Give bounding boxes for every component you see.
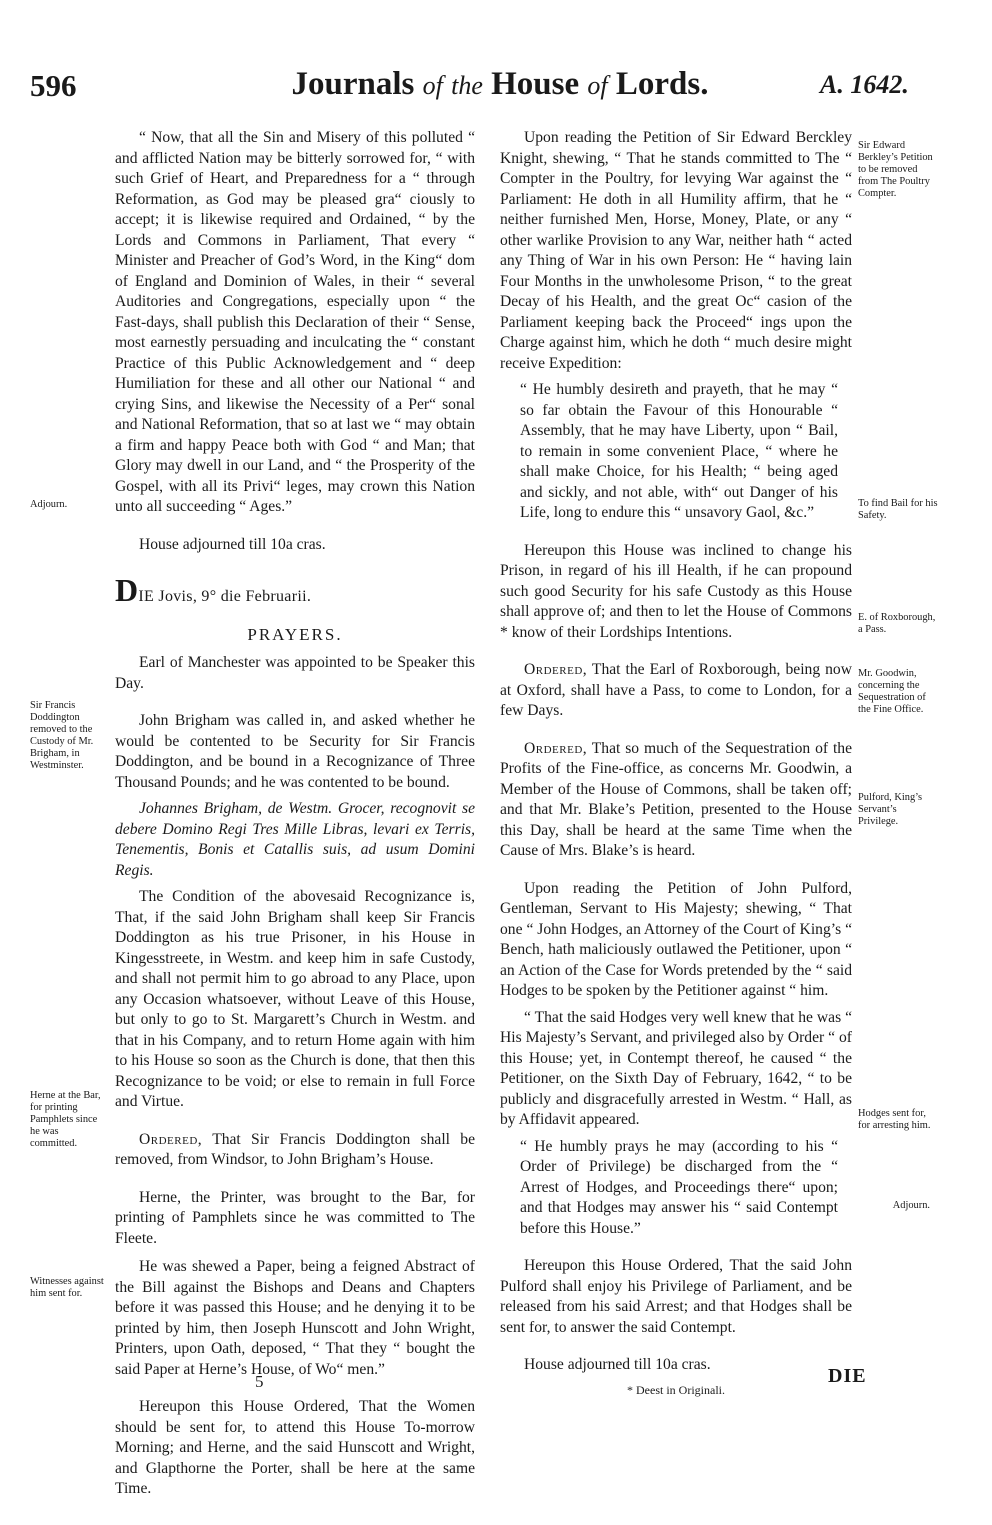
- berkley-petition: Upon reading the Petition of Sir Edward Berckley Knight, shewing, “ That he stands committed to The “ Compter in the Poultry, for levying War against the “ Parliament: He doth in all Humility affirm, that he “ neither furnished Men, Horse, Money, Plate, or any “ other warlike Provision to any War, neither hath “ acted any Thing of War in his own Person: He “ having lain Four Months in the unwholesome Prison, “ to the great Decay of his Health, and the great Oc“ casion of the Parliament keeping back the Proceed“ ings upon the Charge against him, which he doth “ much desire might receive Expedition:: [500, 129, 852, 372]
- pulford-ordered: Hereupon this House Ordered, That the said John Pulford shall enjoy his Privilege of Parliament, and be released from his said Arrest; and that Hodges shall be sent for, to answer the said Contempt.: [500, 1257, 852, 1336]
- margin-note-berkley: Sir Edward Berkley’s Petition to be removed from The Poultry Compter.: [858, 140, 933, 199]
- herne-paragraph: Herne, the Printer, was brought to the Bar, for printing of Pamphlets since he was committed to The Fleete.: [115, 1188, 475, 1247]
- margin-note-adjourn-right: Adjourn.: [892, 1200, 930, 1211]
- women-paragraph: Hereupon this House Ordered, That the Women should be sent for, to attend this House To-morrow Morning; and Herne, and the said Hunscott and Wright, and Glapthorne the Porter, shall be here at the same Time.: [115, 1398, 475, 1497]
- footnote: * Deest in Originali.: [627, 1382, 725, 1397]
- margin-note-doddington: Sir Francis Doddington removed to the Custody of Mr. Brigham, in Westminster.: [30, 700, 94, 771]
- pulford-prayer: “ He humbly prays he may (according to his “ Order of Privilege) be discharged from the “ Arrest of Hodges, and Proceedings there“ upon; and that Hodges may answer his “ said Contempt before this House.”: [520, 1137, 838, 1237]
- margin-note-herne: Herne at the Bar, for printing Pamphlets since he was committed.: [30, 1090, 101, 1149]
- title-of2: of: [587, 71, 608, 100]
- ordered-doddington: [115, 1130, 475, 1171]
- declaration-paragraph: “ Now, that all the Sin and Misery of this polluted “ and afflicted Nation may be bitterly sorrowed for, “ with such Grief of Heart, and Preparedness for a “ through Reformation, as God may be pleased gra“ ciously to accept; it is likewise required and Ordained, “ by the Lords and Commons in Parliament, That every “ Minister and Preacher of God’s Word, in the King“ dom of England and Dominion of Wales, in their “ several Auditories and Congregations, especially upon “ the Fast-days, shall publish this Declaration of their “ Sense, most earnestly persuading and inculcating the “ constant Practice of this Public Acknowledgement and “ deep Humiliation for these and all other our National “ and crying Sins, and likewise the Necessity of a Per“ sonal and National Reformation, that so at last we “ may obtain a firm and happy Peace both with God “ and Man; that Glory may dwell in our Land, and “ the Prosperity of the Gospel, with all its Privi“ leges, may crown this Nation unto all succeeding “ Ages.”: [115, 129, 475, 515]
- margin-note-witnesses: Witnesses against him sent for.: [30, 1276, 104, 1299]
- title-journals: Journals: [291, 66, 415, 102]
- pulford-knew: “ That the said Hodges very well knew that he was “ His Majesty’s Servant, and privileged also by Order “ of this House; yet, in Contempt thereof, he caused “ the Petitioner, on the Sixth Day of February, 1642, “ to be publicly and disgracefully arrested in Westm. “ Hall, as by Affidavit appeared.: [500, 1008, 852, 1128]
- margin-note-adjourn: Adjourn.: [30, 499, 68, 510]
- goodwin-ordered-label: Ordered,: [524, 739, 588, 757]
- page-number: 596: [30, 68, 77, 103]
- signature-mark: 5: [255, 1372, 264, 1391]
- brigham-paragraph: John Brigham was called in, and asked whether he would be contented to be Security for Sir Francis Doddington, and be bound in a Recognizance of Three Thousand Pounds; and he was contented to be bound.: [115, 712, 475, 791]
- catchword: DIE: [828, 1365, 867, 1387]
- pulford-petition: Upon reading the Petition of John Pulford, Gentleman, Servant to His Majesty; shewing, “ That one “ John Hodges, an Attorney of the Court of King’s “ Bench, hath maliciously outlawed the Petitioner, upon “ an Action of the Case for Words pretended by the “ said Hodges to be spoken by the Petitioner against “ him.: [500, 879, 852, 999]
- margin-note-goodwin: Mr. Goodwin, concerning the Sequestration of the Fine Office.: [858, 668, 926, 715]
- roxborough-ordered-text: That the Earl of Roxborough, being now at Oxford, shall have a Pass, to come to London, for a few Days.: [500, 661, 852, 719]
- condition-paragraph: The Condition of the abovesaid Recognizance is, That, if the said John Brigham shall keep Sir Francis Doddington as his true Prisoner, in his House in Kingesstreete, in Westm. and keep him in safe Custody, and shall not permit him to go abroad to any Place, upon any Occasion whatsoever, without Leave of this House, but only to go to St. Margarett’s Church in Westm. and that in his Company, and to return Home again with him to his House so soon as the Church is done, that then this Recognizance to be void; or else to remain in full Force and Virtue.: [115, 888, 475, 1110]
- berkley-prayer: “ He humbly desireth and prayeth, that he may “ so far obtain the Favour of this Honourable “ Assembly, that he may have Liberty, upon “ Bail, to remain in some convenient Place, “ where he shall make Choice, for his Health; “ being aged and sickly, and not able, with“ out Danger of his Life, long to endure this “ unsavory Gaol, &c.”: [520, 381, 838, 521]
- day-heading: [115, 572, 475, 608]
- margin-note-bail: To find Bail for his Safety.: [858, 498, 938, 521]
- margin-note-hodges: Hodges sent for, for arresting him.: [858, 1108, 931, 1131]
- change-prison-paragraph: Hereupon this House was inclined to change his Prison, in regard of his ill Health, if he can propound such good Security for his safe Custody as this House shall approve of; and then to let the House of Commons * know of their Lordships Intentions.: [500, 541, 852, 641]
- goodwin-paragraph: [500, 739, 852, 862]
- page-year: A. 1642.: [820, 70, 909, 99]
- title-lords: Lords.: [615, 66, 709, 102]
- goodwin-ordered-text: That so much of the Sequestration of the Profits of the Fine-office, as concerns Mr. Goodwin, a Member of the House of Commons, shall be taken off; and that Mr. Blake’s Petition, presented to the House this Day, shall be heard at the same Time when the Cause of Mrs. Blake’s is heard.: [500, 739, 852, 859]
- prayers-heading: PRAYERS.: [247, 624, 343, 644]
- ordered-label: Ordered,: [139, 1130, 203, 1148]
- latin-recognizance: Johannes Brigham, de Westm. Grocer, recognovit se debere Domino Regi Tres Mille Libras, levari ex Terris, Tenementis, Bonis et Catallis suis, ad usum Domini Regis.: [115, 800, 475, 879]
- right-column: [500, 128, 852, 1400]
- roxborough-paragraph: [500, 660, 852, 722]
- margin-note-pulford: Pulford, King’s Servant’s Privilege.: [858, 792, 923, 827]
- title-of: of: [422, 71, 443, 100]
- title-house: House: [491, 66, 580, 102]
- speaker-paragraph: Earl of Manchester was appointed to be Speaker this Day.: [115, 654, 475, 692]
- roxborough-ordered-label: Ordered,: [524, 661, 588, 678]
- title-the: the: [451, 71, 483, 100]
- adjourn-line-1: House adjourned till 10a cras.: [139, 535, 326, 553]
- running-title: [290, 66, 710, 103]
- left-column: [115, 128, 475, 1500]
- shewed-paragraph: He was shewed a Paper, being a feigned Abstract of the Bill against the Bishops and Deans and Chapters before it was passed this House; and he denying it to be printed by him, then Joseph Hunscott and John Wright, Printers, upon Oath, deposed, “ That they “ bought the said Paper at Herne’s House, of Wo“ men.”: [115, 1258, 475, 1378]
- drop-cap: D: [115, 572, 139, 608]
- ordered-text: That Sir Francis Doddington shall be removed, from Windsor, to John Brigham’s House.: [115, 1130, 475, 1168]
- day-heading-text: IE Jovis, 9° die Februarii.: [138, 588, 312, 605]
- adjourn-line-2: House adjourned till 10a cras.: [524, 1356, 711, 1373]
- margin-note-roxborough: E. of Roxborough, a Pass.: [858, 612, 936, 635]
